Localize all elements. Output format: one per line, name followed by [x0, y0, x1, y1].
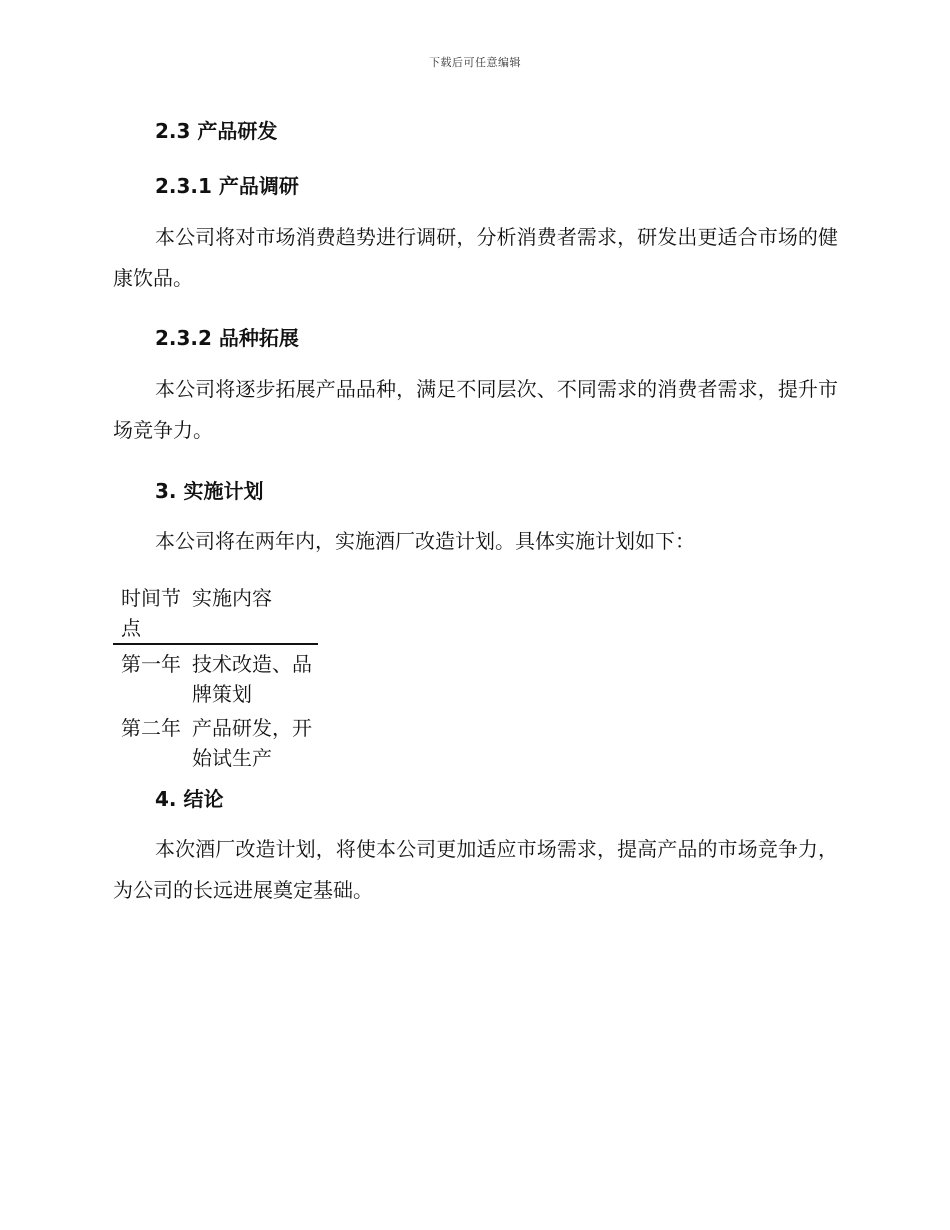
schedule-table: [113, 583, 318, 773]
table-cell-time: 第一年: [121, 652, 181, 676]
heading-4: 4. 结论: [155, 787, 224, 811]
paragraph-4: 本次酒厂改造计划，将使本公司更加适应市场需求，提高产品的市场竞争力，为公司的长远进展奠定基础。: [113, 837, 838, 902]
table-row: [113, 709, 318, 773]
page-header: 下载后可任意编辑: [429, 56, 521, 69]
table-row: [113, 644, 318, 709]
paragraph-2-3-1: 本公司将对市场消费趋势进行调研，分析消费者需求，研发出更适合市场的健康饮品。: [113, 225, 838, 290]
table-cell-content: 技术改造、品牌策划: [192, 652, 313, 706]
paragraph-3: 本公司将在两年内，实施酒厂改造计划。具体实施计划如下：: [155, 529, 695, 553]
heading-3: 3. 实施计划: [155, 479, 264, 503]
table-cell-content: 产品研发，开始试生产: [192, 716, 313, 770]
table-cell-time: 第二年: [121, 716, 181, 740]
heading-2-3-1: 2.3.1 产品调研: [155, 174, 299, 198]
header-cell-content: 实施内容: [192, 583, 318, 644]
paragraph-2-3-2: 本公司将逐步拓展产品品种，满足不同层次、不同需求的消费者需求，提升市场竞争力。: [113, 377, 838, 442]
heading-2-3: 2.3 产品研发: [155, 119, 278, 143]
header-cell-time: 时间节点: [113, 583, 192, 644]
heading-2-3-2: 2.3.2 品种拓展: [155, 326, 299, 350]
table-header-row: [113, 583, 318, 644]
